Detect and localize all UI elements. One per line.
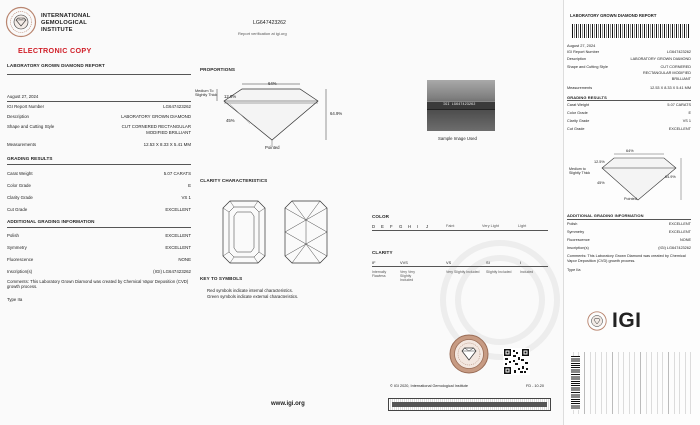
right-additional-row: [567, 230, 691, 235]
detail-row-label: Description: [7, 114, 29, 119]
right-additional-row-label: Polish: [567, 222, 578, 226]
clarity-grade: VS: [446, 260, 452, 265]
detail-row-value: LG647423262: [163, 104, 191, 109]
clarity-scale-title: CLARITY: [372, 250, 393, 255]
report-date: August 27, 2024: [7, 94, 39, 99]
right-additional-row-value: NONE: [680, 238, 691, 242]
right-grading-title: GRADING RESULTS: [567, 95, 607, 100]
additional-row: [7, 269, 191, 274]
right-grading-row-value: EXCELLENT: [668, 127, 691, 131]
org-line-1: INTERNATIONAL: [41, 13, 91, 19]
color-letter: D: [372, 224, 376, 229]
right-detail-row-label: Shape and Cutting Style: [567, 65, 608, 69]
right-barcode-icon: [572, 24, 690, 38]
right-grading-row-value: VS 1: [682, 119, 691, 123]
right-additional-row-label: Inscription(s): [567, 246, 589, 250]
watermark-ring: [455, 255, 545, 345]
right-detail-row-value: RECTANGULAR MODIFIED: [642, 71, 691, 75]
right-grading-row: [567, 127, 691, 132]
right-detail-row: [567, 50, 691, 55]
grading-row-value: EXCELLENT: [165, 207, 191, 212]
security-strip: [388, 398, 551, 411]
security-strip-band: [392, 402, 547, 407]
clarity-label: Slightly Included: [486, 270, 512, 274]
divider: [567, 219, 691, 220]
right-additional-title: ADDITIONAL GRADING INFORMATION: [567, 213, 644, 218]
additional-title: ADDITIONAL GRADING INFORMATION: [7, 219, 95, 224]
color-scale-title: COLOR: [372, 214, 390, 219]
grading-row: [7, 183, 191, 188]
clarity-grade: VVS: [400, 260, 408, 265]
grading-row: [7, 195, 191, 200]
right-grading-row-value: E: [688, 111, 691, 115]
divider: [7, 101, 191, 102]
grading-row-label: Color Grade: [7, 183, 31, 188]
divider: [7, 227, 191, 228]
additional-row-value: EXCELLENT: [165, 245, 191, 250]
right-prop-girdle: Medium to Slightly Thick: [569, 167, 591, 176]
igi-seal-icon: [5, 6, 37, 38]
grading-row: [7, 207, 191, 212]
right-detail-row-label: Measurements: [567, 86, 593, 90]
clarity-plot-crown-icon: [222, 200, 266, 264]
detail-row: [7, 104, 191, 109]
right-additional-row-value: EXCELLENT: [668, 222, 691, 226]
color-letter: G: [399, 224, 403, 229]
divider: [567, 100, 691, 101]
right-prop-culet: Pointed: [624, 197, 637, 201]
prop-table: 64%: [268, 81, 277, 86]
detail-row-value: MODIFIED BRILLIANT: [146, 130, 191, 135]
additional-row: [7, 257, 191, 262]
grading-row-value: VS 1: [181, 195, 191, 200]
comments: Comments: This Laboratory Grown Diamond was created by Chemical Vapor Deposition (CVD) growth process.: [7, 279, 189, 290]
prop-culet: Pointed: [265, 145, 280, 150]
grading-row-label: Carat Weight: [7, 171, 33, 176]
additional-row-label: Polish: [7, 233, 19, 238]
right-detail-row-label: IGI Report Number: [567, 50, 600, 54]
additional-row-label: Symmetry: [7, 245, 27, 250]
right-grading-row-label: Carat Weight: [567, 103, 590, 107]
right-detail-row-value: BRILLIANT: [671, 77, 691, 81]
top-report-id: LG647423262: [253, 20, 286, 26]
sample-image: [427, 80, 495, 131]
proportions-title: PROPORTIONS: [200, 67, 236, 72]
grading-row-value: 5.07 CARATS: [163, 171, 191, 176]
prop-crown: 12.5%: [224, 94, 237, 99]
right-grading-row-label: Clarity Grade: [567, 119, 590, 123]
color-letter: H: [408, 224, 412, 229]
right-detail-row: [567, 65, 691, 70]
right-additional-row: [567, 246, 691, 251]
right-detail-row-value: CUT CORNERED: [660, 65, 691, 69]
right-detail-row: [567, 77, 691, 82]
right-date: August 27, 2024: [567, 43, 596, 48]
right-igi-seal-icon: [587, 311, 607, 331]
detail-row-label: Shape and Cutting Style: [7, 124, 55, 129]
right-grading-row: [567, 103, 691, 108]
right-grading-row: [567, 119, 691, 124]
key-line-1: Red symbols indicate internal characteristics.: [207, 288, 293, 293]
org-name: [41, 13, 91, 34]
color-scale-line: [372, 230, 548, 231]
additional-row-label: Inscription(s): [7, 269, 33, 274]
additional-row-value: (IGI) LG647423262: [153, 269, 191, 274]
prop-depth: 64.9%: [330, 111, 343, 116]
additional-row-value: EXCELLENT: [165, 233, 191, 238]
right-prop-crown: 12.5%: [594, 160, 605, 164]
prop-girdle: Medium To Slightly Thick: [195, 89, 218, 98]
clarity-label: Internally Flawless: [372, 270, 387, 279]
copyright: © IGI 2020, International Gemological Institute: [390, 384, 468, 388]
org-line-3: INSTITUTE: [41, 27, 73, 33]
right-rotated-summary: [568, 352, 694, 414]
color-word: Faint: [446, 224, 455, 228]
clarity-label: Included: [520, 270, 534, 274]
detail-row-value: LABORATORY GROWN DIAMOND: [121, 114, 191, 119]
sample-caption: Sample Image Used: [438, 136, 477, 141]
clarity-grade: I: [520, 260, 522, 265]
detail-row-label: Measurements: [7, 142, 37, 147]
grading-row: [7, 171, 191, 176]
right-additional-row-value: (IGI) LG647423262: [658, 246, 691, 250]
clarity-grade: SI: [486, 260, 490, 265]
divider: [7, 74, 191, 75]
clarity-characteristics-title: CLARITY CHARACTERISTICS: [200, 178, 268, 183]
grading-row-label: Cut Grade: [7, 207, 28, 212]
sample-plate-text: IGI LG647423262: [443, 103, 476, 107]
right-grading-row-label: Cut Grade: [567, 127, 585, 131]
clarity-label: Very Slightly Included: [446, 270, 480, 274]
right-type: Type IIa: [567, 268, 581, 272]
right-grading-row-value: 5.07 CARATS: [667, 103, 691, 107]
grading-title: GRADING RESULTS: [7, 156, 53, 161]
prop-pavilion: 45%: [226, 118, 235, 123]
gold-seal-icon: [449, 334, 489, 374]
color-word: Very Light: [482, 224, 499, 228]
clarity-grade: IF: [372, 260, 376, 265]
color-letter: I: [417, 224, 419, 229]
right-igi-logo: IGI: [612, 309, 642, 332]
type-label: Type IIa: [7, 297, 23, 302]
org-line-2: GEMOLOGICAL: [41, 20, 87, 26]
website[interactable]: www.igi.org: [271, 401, 305, 407]
right-detail-row-value: LG647423262: [666, 50, 691, 54]
verification-note: Report verification at igi.org: [238, 31, 287, 36]
right-detail-row-value: LABORATORY GROWN DIAMOND: [630, 57, 691, 61]
right-additional-row: [567, 222, 691, 227]
additional-row: [7, 245, 191, 250]
grading-row-label: Clarity Grade: [7, 195, 33, 200]
right-additional-row: [567, 238, 691, 243]
right-additional-row-label: Symmetry: [567, 230, 585, 234]
right-detail-row: [567, 57, 691, 62]
detail-row: [7, 130, 191, 135]
right-detail-row-value: 12.53 X 8.33 X 5.41 MM: [650, 86, 691, 90]
right-title: LABORATORY GROWN DIAMOND REPORT: [570, 13, 657, 18]
right-prop-depth: 64.9%: [665, 175, 676, 179]
right-additional-row-label: Fluorescence: [567, 238, 590, 242]
detail-row: [7, 124, 191, 129]
additional-row-value: NONE: [178, 257, 191, 262]
right-detail-row: [567, 86, 691, 91]
right-additional-row-value: EXCELLENT: [668, 230, 691, 234]
right-detail-row-label: Description: [567, 57, 586, 61]
grading-row-value: E: [188, 183, 191, 188]
right-prop-table: 64%: [626, 149, 634, 153]
detail-row-value: 12.53 X 8.33 X 5.41 MM: [143, 142, 191, 147]
clarity-label: Very Very Slightly Included: [400, 270, 415, 283]
additional-row-label: Fluorescence: [7, 257, 34, 262]
right-prop-pavilion: 45%: [597, 181, 605, 185]
divider: [7, 164, 191, 165]
qr-code-icon[interactable]: [503, 348, 530, 375]
form-code: FD - 10.20: [526, 384, 544, 388]
detail-row: [7, 142, 191, 147]
additional-row: [7, 233, 191, 238]
color-letter: J: [426, 224, 429, 229]
color-word: Light: [518, 224, 527, 228]
clarity-scale-line: [372, 266, 548, 267]
right-detail-row: [567, 71, 691, 76]
clarity-plot-pavilion-icon: [284, 200, 328, 264]
key-line-2: Green symbols indicate external characteristics.: [207, 294, 299, 299]
right-comments: Comments: This Laboratory Grown Diamond was created by Chemical Vapor Deposition (CVD) growth process.: [567, 254, 686, 263]
electronic-copy-label: ELECTRONIC COPY: [18, 46, 92, 55]
color-letter: E: [381, 224, 384, 229]
right-grading-row: [567, 111, 691, 116]
color-letter: F: [390, 224, 393, 229]
report-title: LABORATORY GROWN DIAMOND REPORT: [7, 63, 105, 68]
detail-row-label: IGI Report Number: [7, 104, 45, 109]
right-bottom-barcode-icon: [571, 356, 580, 410]
detail-row-value: CUT CORNERED RECTANGULAR: [121, 124, 191, 129]
right-grading-row-label: Color Grade: [567, 111, 588, 115]
key-to-symbols-title: KEY TO SYMBOLS: [200, 276, 243, 281]
detail-row: [7, 114, 191, 119]
